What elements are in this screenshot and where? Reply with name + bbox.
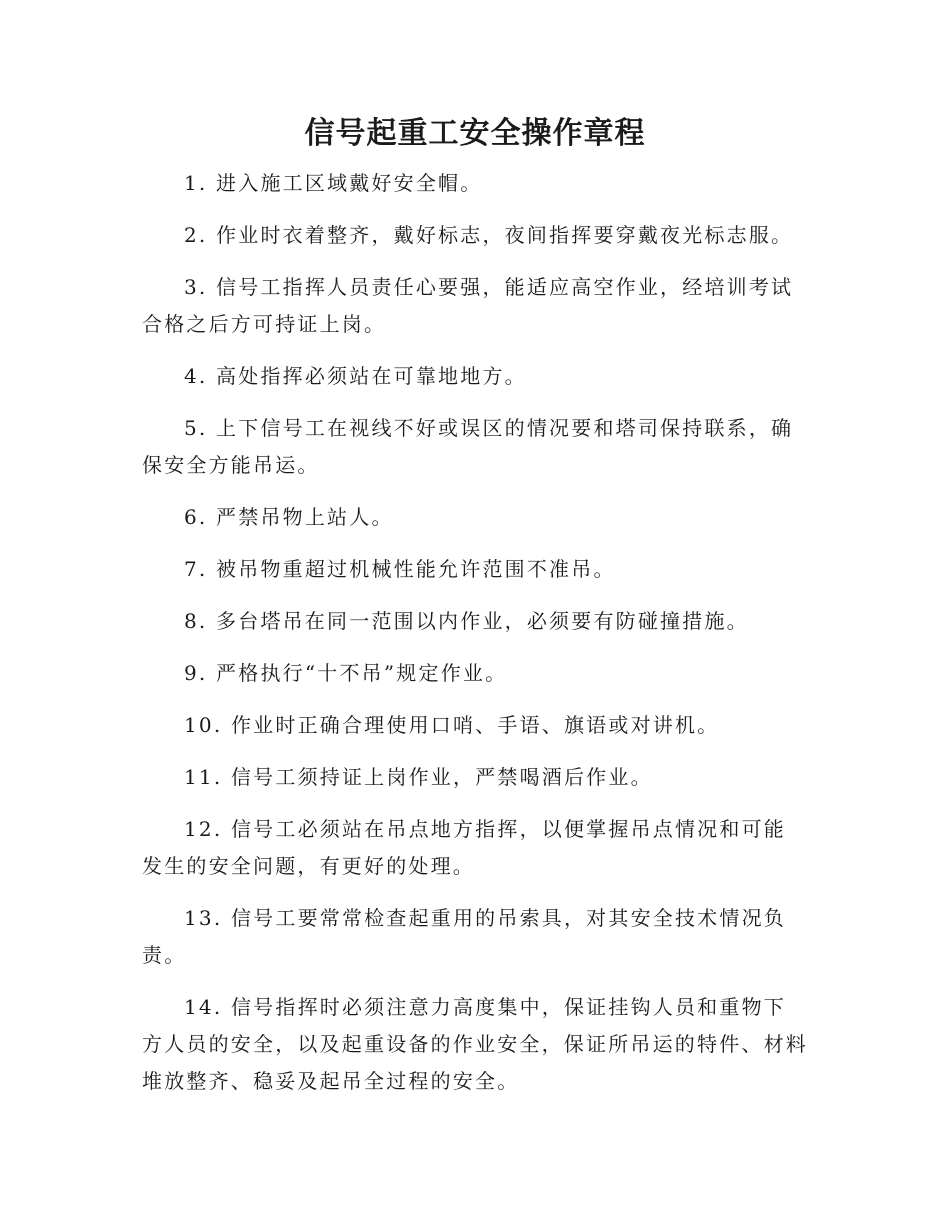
rule-item: 9. 严格执行“十不吊”规定作业。 — [184, 661, 508, 685]
rule-item: 10. 作业时正确合理使用口哨、手语、旗语或对讲机。 — [184, 713, 720, 737]
rule-item: 1. 进入施工区域戴好安全帽。 — [184, 171, 483, 195]
rule-item: 12. 信号工必须站在吊点地方指挥，以便掌握吊点情况和可能发生的安全问题，有更好的处理。 — [142, 817, 786, 878]
rule-item: 2. 作业时衣着整齐，戴好标志，夜间指挥要穿戴夜光标志服。 — [184, 223, 794, 247]
rule-item: 13. 信号工要常常检查起重用的吊索具，对其安全技术情况负责。 — [142, 906, 786, 967]
rule-item: 4. 高处指挥必须站在可靠地地方。 — [184, 364, 527, 388]
rules-list — [142, 165, 808, 1115]
rule-item: 5. 上下信号工在视线不好或误区的情况要和塔司保持联系，确保安全方能吊运。 — [142, 416, 794, 477]
rule-item: 7. 被吊物重超过机械性能允许范围不准吊。 — [184, 557, 616, 581]
rule-item: 11. 信号工须持证上岗作业，严禁喝酒后作业。 — [184, 765, 653, 789]
rule-item: 8. 多台塔吊在同一范围以内作业，必须要有防碰撞措施。 — [184, 609, 749, 633]
rule-item: 14. 信号指挥时必须注意力高度集中，保证挂钩人员和重物下方人员的安全，以及起重设备的作业安全，保证所吊运的特件、材料堆放整齐、稳妥及起吊全过程的安全。 — [142, 995, 808, 1093]
rule-item: 3. 信号工指挥人员责任心要强，能适应高空作业，经培训考试合格之后方可持证上岗。 — [142, 275, 794, 336]
rule-item: 6. 严禁吊物上站人。 — [184, 505, 394, 529]
document-title: 信号起重工安全操作章程 — [304, 116, 646, 151]
